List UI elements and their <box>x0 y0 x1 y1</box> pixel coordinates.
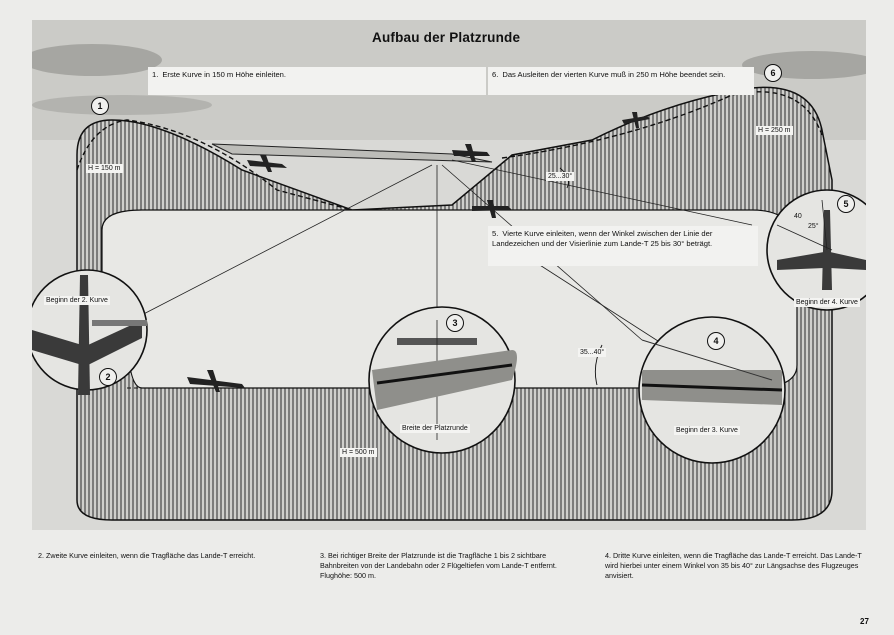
beginn-2-kurve-label: Beginn der 2. Kurve <box>46 297 108 304</box>
caption-2: 2. Zweite Kurve einleiten, wenn die Tragfläche das Lande-T erreicht. <box>38 551 256 560</box>
altitude-500-label: H = 500 m <box>342 449 375 456</box>
altitude-250-label: H = 250 m <box>758 127 791 134</box>
beginn-4-kurve-label: Beginn der 4. Kurve <box>796 299 858 306</box>
page-number: 27 <box>860 617 869 626</box>
inset-angle-40-label: 40 <box>794 213 802 220</box>
badge-6: 6 <box>764 64 782 82</box>
note-5-text: Vierte Kurve einleiten, wenn der Winkel zwischen der Linie der Landezeichen und der Visierlinie zum Lande-T 25 bis 30° beträgt. <box>492 229 713 248</box>
note-1-text: Erste Kurve in 150 m Höhe einleiten. <box>162 70 287 79</box>
inset-angle-25-label: 25° <box>808 223 819 230</box>
note-6 <box>488 67 754 95</box>
caption-4: 4. Dritte Kurve einleiten, wenn die Tragfläche das Lande-T erreicht. Das Lande-T wird hierbei unter einem Winkel von 35 bis 40° zur Längsachse des Flugzeuges anvisiert. <box>605 551 862 580</box>
note-5 <box>488 226 758 266</box>
badge-4: 4 <box>707 332 725 350</box>
badge-1: 1 <box>91 97 109 115</box>
badge-3: 3 <box>446 314 464 332</box>
badge-5: 5 <box>837 195 855 213</box>
note-1-number: 1. <box>152 70 159 79</box>
note-5-number: 5. <box>492 229 499 238</box>
note-6-text: Das Ausleiten der vierten Kurve muß in 250 m Höhe beendet sein. <box>502 70 726 79</box>
angle-25-30-label: 25...30° <box>548 173 573 180</box>
angle-35-40-label: 35...40° <box>580 349 605 356</box>
breite-platzrunde-label: Breite der Platzrunde <box>402 425 468 432</box>
traffic-pattern-illustration <box>32 20 866 530</box>
note-6-number: 6. <box>492 70 499 79</box>
caption-3: 3. Bei richtiger Breite der Platzrunde ist die Tragfläche 1 bis 2 sichtbare Bahnbreiten von der Landebahn oder 2 Flügeltiefen vom Lande-T entfernt. Flughöhe: 500 m. <box>320 551 557 580</box>
badge-2: 2 <box>99 368 117 386</box>
pattern-drawing <box>32 20 866 530</box>
note-1 <box>148 67 486 95</box>
page-title: Aufbau der Platzrunde <box>372 30 521 45</box>
beginn-3-kurve-label: Beginn der 3. Kurve <box>676 427 738 434</box>
altitude-150-label: H = 150 m <box>88 165 121 172</box>
